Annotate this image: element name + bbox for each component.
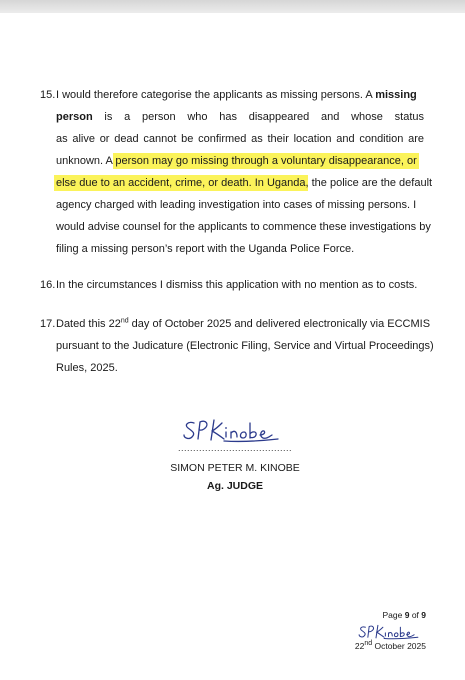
signatory-title: Ag. JUDGE bbox=[206, 480, 263, 492]
document-page bbox=[0, 13, 465, 680]
highlighted-text: person may go missing through a voluntary disappearance, or bbox=[115, 155, 417, 167]
p17-line-3: Rules, 2025. bbox=[56, 362, 118, 374]
signature-block bbox=[150, 413, 320, 492]
p17-line-2: pursuant to the Judicature (Electronic Filing, Service and Virtual Proceedings) bbox=[56, 340, 434, 352]
paragraph-number: 16. bbox=[40, 279, 56, 291]
p15-line-8: filing a missing person’s report with the Uganda Police Force. bbox=[56, 243, 355, 255]
p16-text: In the circumstances I dismiss this application with no mention as to costs. bbox=[56, 279, 418, 291]
p15-line-6: agency charged with leading investigation into cases of missing persons. I bbox=[56, 199, 417, 211]
page-number: Page 9 of 9 bbox=[382, 610, 426, 620]
footer-date: 22nd October 2025 bbox=[354, 640, 426, 651]
p15-line-2: person is a person who has disappeared and whose status bbox=[56, 111, 424, 123]
p15-line-4: unknown. A person may go missing through a voluntary disappearance, or bbox=[56, 155, 417, 167]
p17-line-1: Dated this 22nd day of October 2025 and delivered electronically via ECCMIS bbox=[56, 317, 431, 330]
footer-signature bbox=[356, 621, 426, 641]
p15-line-1: I would therefore categorise the applicants as missing persons. A missing bbox=[56, 89, 417, 101]
paragraph-number: 17. bbox=[40, 318, 56, 330]
paragraph-16 bbox=[40, 274, 424, 296]
p15-line-7: would advise counsel for the applicants to commence these investigations by bbox=[56, 221, 431, 233]
paragraph-15 bbox=[40, 84, 433, 260]
paragraph-17 bbox=[40, 313, 434, 379]
p15-line-3: as alive or dead cannot be confirmed as their location and condition are bbox=[56, 133, 424, 145]
highlighted-text: else due to an accident, crime, or death. In Uganda bbox=[56, 177, 306, 189]
paragraph-number: 15. bbox=[40, 89, 56, 101]
signature-line: ...................................... bbox=[177, 443, 293, 453]
window-top-bar bbox=[0, 0, 465, 14]
p15-line-5: else due to an accident, crime, or death. In Uganda, the police are the default bbox=[56, 177, 433, 189]
signatory-name: SIMON PETER M. KINOBE bbox=[170, 462, 300, 474]
term-person: person bbox=[56, 111, 93, 123]
page-footer bbox=[340, 610, 426, 651]
term-missing: missing bbox=[375, 89, 417, 101]
handwritten-signature bbox=[180, 413, 290, 445]
